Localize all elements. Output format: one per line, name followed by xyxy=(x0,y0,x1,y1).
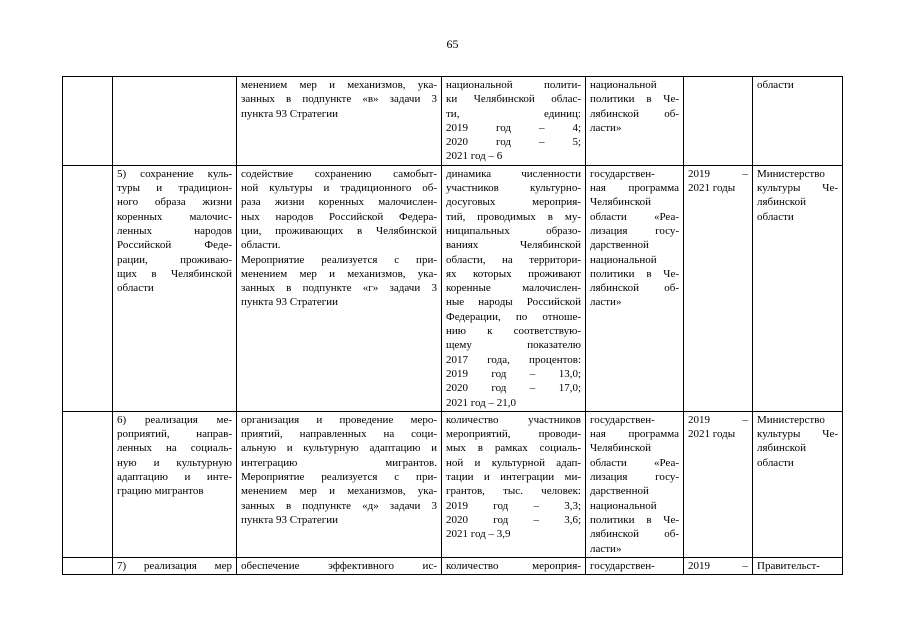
cell-indicator xyxy=(442,165,586,411)
cell-line: менением мер и механизмов, ука- xyxy=(241,79,437,91)
cell-line: ленных на социаль- xyxy=(117,442,232,455)
table-row xyxy=(63,77,843,166)
cell-period xyxy=(684,411,753,557)
cell-line: Министерство xyxy=(757,413,825,426)
cell-line: ки Челябинской облас- xyxy=(446,93,581,106)
strategy-measures-table xyxy=(62,76,843,575)
cell-number xyxy=(63,411,113,557)
cell-line: занных в подпункте «в» задачи 3 xyxy=(241,93,437,106)
cell-line: туры и традицион- xyxy=(117,182,232,195)
cell-line: национальной xyxy=(590,253,657,266)
cell-line: грацию мигрантов xyxy=(117,485,204,498)
cell-line: национальной полити- xyxy=(446,79,581,91)
cell-line: ваниях Челябинской xyxy=(446,239,581,252)
cell-line: рации, проживаю- xyxy=(117,253,232,266)
cell-line: области «Реа- xyxy=(590,456,679,469)
cell-line: обеспечение эффективного ис- xyxy=(241,559,437,572)
cell-line: 2019 – xyxy=(688,413,748,426)
table-row xyxy=(63,411,843,557)
cell-executor xyxy=(753,557,843,574)
cell-measure xyxy=(237,165,442,411)
cell-line: занных в подпункте «д» задачи 3 xyxy=(241,499,437,512)
cell-line: культуры Че- xyxy=(757,182,838,195)
cell-line: роприятий, направ- xyxy=(117,428,232,441)
cell-line: Правительст- xyxy=(757,559,820,572)
cell-number xyxy=(63,77,113,166)
cell-task xyxy=(113,165,237,411)
cell-period xyxy=(684,557,753,574)
cell-program xyxy=(586,557,684,574)
cell-line: национальной xyxy=(590,79,657,91)
cell-line: досуговых мероприя- xyxy=(446,196,581,209)
cell-line: менением мер и механизмов, ука- xyxy=(241,267,437,280)
cell-line: 5) сохранение куль- xyxy=(117,167,232,180)
cell-line: области, на территори- xyxy=(446,253,581,266)
cell-line: лябинской xyxy=(757,196,806,209)
cell-line: тации и интеграции ми- xyxy=(446,471,581,484)
cell-line: организация и проведение меро- xyxy=(241,413,437,426)
cell-line: менением мер и механизмов, ука- xyxy=(241,485,437,498)
cell-program xyxy=(586,77,684,166)
cell-program xyxy=(586,165,684,411)
cell-line: количество мероприя- xyxy=(446,559,581,572)
cell-line: щему показателю xyxy=(446,339,581,352)
cell-task xyxy=(113,411,237,557)
cell-line: 2019 год – 3,3; xyxy=(446,499,581,512)
cell-line: области xyxy=(117,282,154,295)
cell-measure xyxy=(237,557,442,574)
cell-line: ная программа xyxy=(590,182,679,195)
cell-line: 2021 годы xyxy=(688,182,736,195)
cell-line: области «Реа- xyxy=(590,210,679,223)
cell-line: политики в Че- xyxy=(590,267,679,280)
cell-line: пункта 93 Стратегии xyxy=(241,513,339,526)
cell-line: лябинской xyxy=(757,442,806,455)
cell-line: Министерство xyxy=(757,167,825,180)
cell-line: 2019 – xyxy=(688,167,748,180)
cell-number xyxy=(63,557,113,574)
cell-executor xyxy=(753,77,843,166)
cell-line: мероприятий, проводи- xyxy=(446,428,581,441)
cell-line: государствен- xyxy=(590,413,655,426)
cell-line: мых в рамках социаль- xyxy=(446,442,581,455)
cell-executor xyxy=(753,411,843,557)
cell-line: участников культурно- xyxy=(446,182,581,195)
cell-line: ного образа жизни xyxy=(117,196,232,209)
cell-line: адаптацию и инте- xyxy=(117,471,232,484)
cell-line: пункта 93 Стратегии xyxy=(241,296,339,309)
cell-line: ной культуры и традиционного об- xyxy=(241,182,437,195)
cell-line: 7) реализация мер xyxy=(117,559,232,572)
cell-line: лябинской об- xyxy=(590,282,679,295)
cell-line: 2021 год – 6 xyxy=(446,150,503,163)
cell-line: нию к соответствую- xyxy=(446,325,581,338)
cell-line: Челябинской xyxy=(590,196,652,209)
cell-line: 6) реализация ме- xyxy=(117,413,232,426)
cell-line: 2020 год – 5; xyxy=(446,136,581,149)
cell-line: 2021 год – 3,9 xyxy=(446,528,511,541)
cell-line: ная программа xyxy=(590,428,679,441)
cell-line: количество участников xyxy=(446,413,581,426)
cell-indicator xyxy=(442,557,586,574)
cell-line: динамика численности xyxy=(446,167,581,180)
cell-line: 2020 год – 17,0; xyxy=(446,382,581,395)
cell-line: 2021 годы xyxy=(688,428,736,441)
cell-measure xyxy=(237,411,442,557)
cell-measure xyxy=(237,77,442,166)
cell-task xyxy=(113,557,237,574)
cell-line: 2021 год – 21,0 xyxy=(446,396,517,409)
cell-line: раза жизни коренных малочислен- xyxy=(241,196,437,209)
cell-line: занных в подпункте «г» задачи 3 xyxy=(241,282,437,295)
cell-line: лябинской об- xyxy=(590,107,679,120)
cell-line: ных народов Российской Федера- xyxy=(241,210,437,223)
cell-line: ную и культурную xyxy=(117,456,232,469)
cell-line: Российской Феде- xyxy=(117,239,232,252)
cell-line: интеграцию мигрантов. xyxy=(241,456,437,469)
cell-line: 2017 года, процентов: xyxy=(446,353,581,366)
cell-period xyxy=(684,77,753,166)
cell-line: лябинской об- xyxy=(590,528,679,541)
cell-line: ной и культурной адап- xyxy=(446,456,581,469)
cell-line: содействие сохранению самобыт- xyxy=(241,167,437,180)
cell-line: приятий, направленных на соци- xyxy=(241,428,437,441)
cell-line: Челябинской xyxy=(590,442,652,455)
cell-line: ласти» xyxy=(590,121,622,134)
cell-line: лизация госу- xyxy=(590,224,679,237)
cell-line: области xyxy=(757,79,794,91)
table-row xyxy=(63,165,843,411)
cell-line: ные народы Российской xyxy=(446,296,581,309)
cell-line: щих в Челябинской xyxy=(117,267,232,280)
cell-task xyxy=(113,77,237,166)
cell-line: ласти» xyxy=(590,542,622,555)
table-row xyxy=(63,557,843,574)
cell-line: ниципальных образо- xyxy=(446,224,581,237)
cell-indicator xyxy=(442,411,586,557)
page-number: 65 xyxy=(446,37,459,51)
cell-line: государствен- xyxy=(590,559,655,572)
cell-line: 2019 год – 4; xyxy=(446,121,581,134)
cell-line: ции, проживающих в Челябинской xyxy=(241,224,437,237)
cell-line: альную и культурную адаптацию и xyxy=(241,442,437,455)
cell-line: ях которых проживают xyxy=(446,267,581,280)
cell-indicator xyxy=(442,77,586,166)
cell-line: ти, единиц: xyxy=(446,107,581,120)
cell-line: Мероприятие реализуется с при- xyxy=(241,471,437,484)
cell-line: дарственной xyxy=(590,485,649,498)
cell-period xyxy=(684,165,753,411)
cell-line: грантов, тыс. человек: xyxy=(446,485,581,498)
cell-line: тий, проводимых в му- xyxy=(446,210,581,223)
cell-line: пункта 93 Стратегии xyxy=(241,107,339,120)
cell-line: культуры Че- xyxy=(757,428,838,441)
cell-line: государствен- xyxy=(590,167,655,180)
cell-executor xyxy=(753,165,843,411)
cell-line: области xyxy=(757,210,794,223)
cell-line: области. xyxy=(241,239,281,252)
cell-line: национальной xyxy=(590,499,657,512)
cell-line: 2019 год – 13,0; xyxy=(446,367,581,380)
cell-line: дарственной xyxy=(590,239,649,252)
cell-program xyxy=(586,411,684,557)
cell-line: 2020 год – 3,6; xyxy=(446,513,581,526)
cell-line: Федерации, по отноше- xyxy=(446,310,581,323)
cell-number xyxy=(63,165,113,411)
cell-line: политики в Че- xyxy=(590,513,679,526)
cell-line: области xyxy=(757,456,794,469)
cell-line: коренные малочислен- xyxy=(446,282,581,295)
cell-line: 2019 – xyxy=(688,559,748,572)
cell-line: ленных народов xyxy=(117,224,232,237)
cell-line: лизация госу- xyxy=(590,471,679,484)
cell-line: политики в Че- xyxy=(590,93,679,106)
cell-line: коренных малочис- xyxy=(117,210,232,223)
cell-line: Мероприятие реализуется с при- xyxy=(241,253,437,266)
cell-line: ласти» xyxy=(590,296,622,309)
